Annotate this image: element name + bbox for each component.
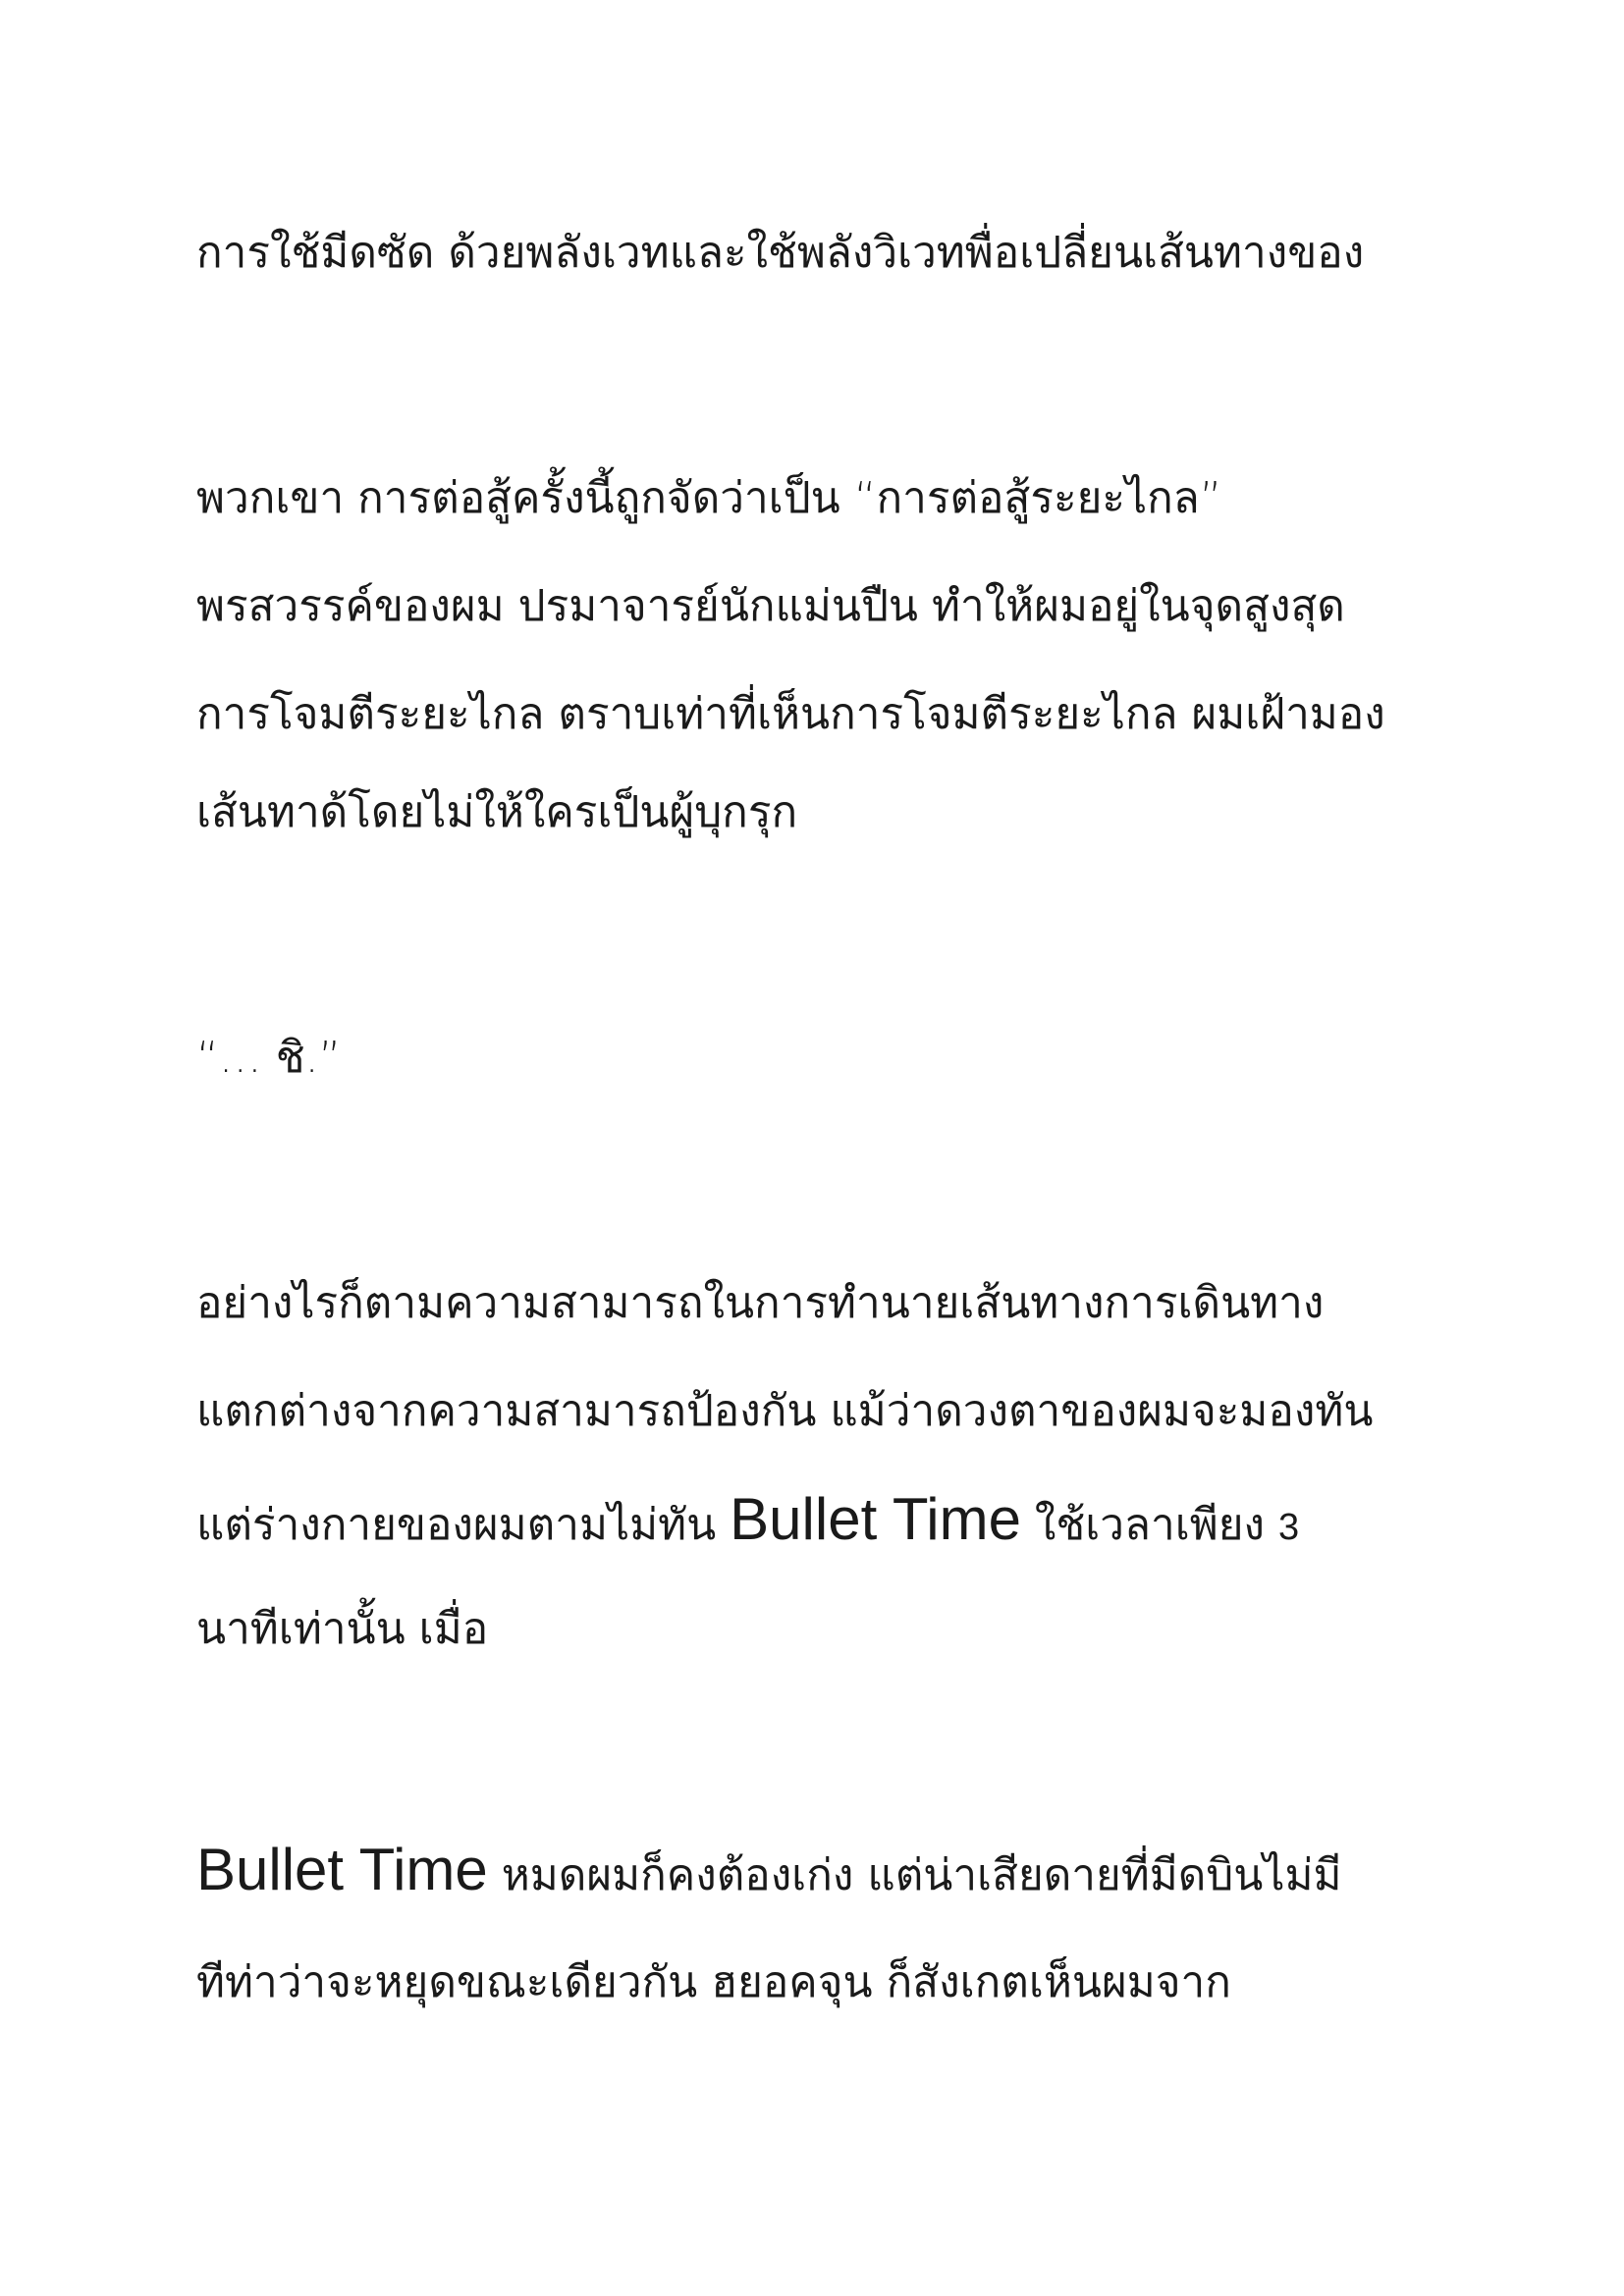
text-line-12: ทีท่าว่าจะหยุดขณะเดียวกัน ฮยอคจุน ก็สังเกตเห็นผมจาก — [196, 1957, 1231, 2007]
text-line-1: การใช้มีดซัด ด้วยพลังเวทและใช้พลังวิเวทพื่อเปลี่ยนเส้นทางของ — [196, 228, 1365, 278]
text-line-9 — [196, 1486, 1473, 1557]
text-line-9-after: ใช้เวลาเพียง — [1020, 1500, 1278, 1550]
bullet-time-term-2: Bullet Time — [196, 1837, 488, 1902]
text-line-8: แตกต่างจากความสามารถป้องกัน แม้ว่าดวงตาของผมจะมองทัน — [196, 1386, 1374, 1436]
text-line-3: พรสวรรค์ของผม ปรมาจารย์นักแม่นปืน ทำให้ผมอยู่ในจุดสูงสุด — [196, 581, 1345, 631]
text-line-6: “… ชิ.” — [196, 1033, 342, 1083]
text-line-10: นาทีเท่านั้น เมื่อ — [196, 1604, 489, 1654]
text-line-9-number: 3 — [1277, 1507, 1300, 1548]
text-line-11 — [196, 1837, 1473, 1905]
text-line-2: พวกเขา การต่อสู้ครั้งนี้ถูกจัดว่าเป็น “การต่อสู้ระยะไกล” — [196, 473, 1222, 523]
text-line-9-before: แต่ร่างกายของผมตามไม่ทัน — [196, 1500, 731, 1550]
bullet-time-term: Bullet Time — [730, 1486, 1021, 1552]
text-line-5: เส้นทาด้โดยไม่ให้ใครเป็นผู้บุกรุก — [196, 787, 798, 837]
text-line-4: การโจมตีระยะไกล ตราบเท่าที่เห็นการโจมตีระยะไกล ผมเฝ้ามอง — [196, 689, 1385, 739]
text-line-7: อย่างไรก็ตามความสามารถในการทำนายเส้นทางการเดินทาง — [196, 1278, 1325, 1328]
text-line-11-after: หมดผมก็คงต้องเก่ง แต่น่าเสียดายที่มีดบินไม่มี — [487, 1850, 1342, 1900]
